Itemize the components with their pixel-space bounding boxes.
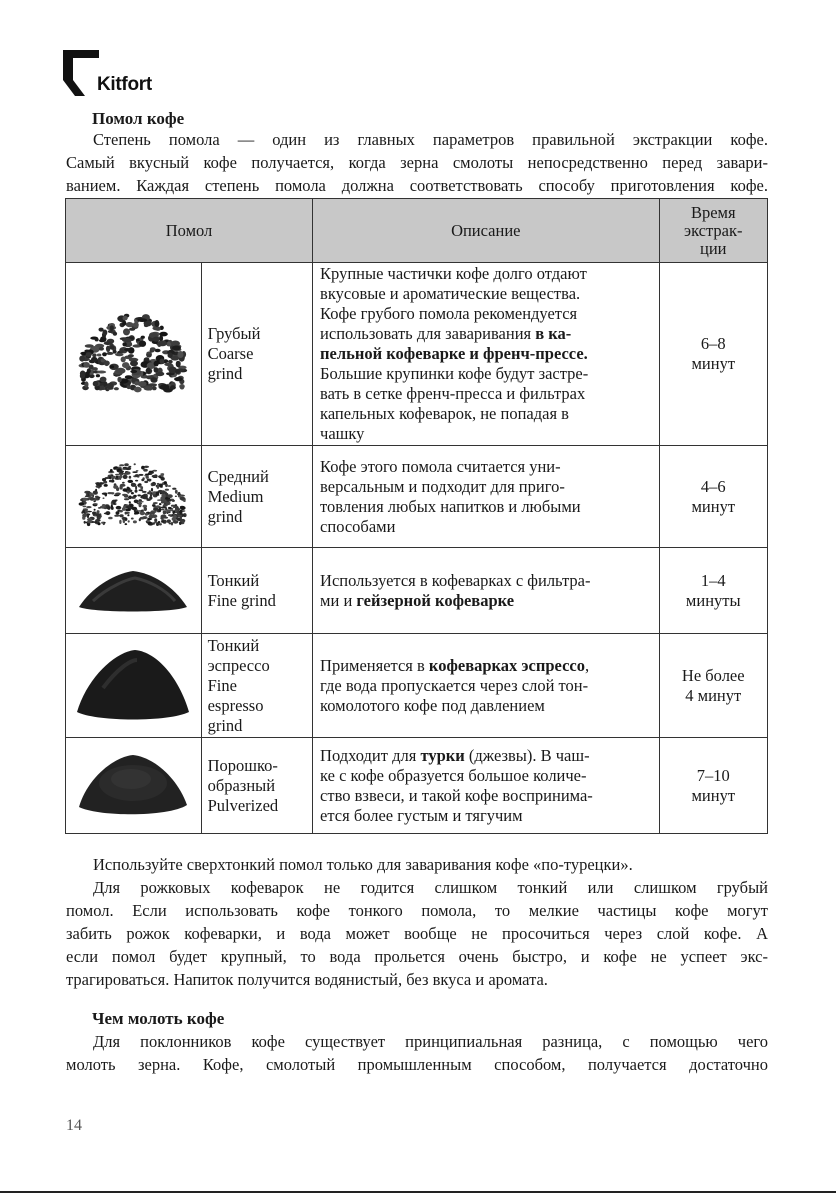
grind-name-cell <box>201 446 312 548</box>
extraction-time-cell <box>659 446 767 548</box>
text-line: молоть зерна. Кофе, смолотый промышленным способом, получается достаточно <box>66 1055 768 1074</box>
text-line: Используйте сверхтонкий помол только для заваривания кофе «по-турецки». <box>93 855 633 874</box>
medium-coffee-grounds-image <box>73 454 193 534</box>
grind-name-cell <box>201 738 312 834</box>
desc-text: (джезвы). В чаш- <box>464 745 590 765</box>
time-value: Не более <box>681 665 745 685</box>
desc-emphasis: в ка- <box>535 324 572 343</box>
grind-name-cell <box>201 548 312 634</box>
desc-line: ство взвеси, и такой кофе воспринима- <box>320 785 593 805</box>
brand-name: Kitfort <box>97 74 152 95</box>
grind-image-cell <box>66 446 202 548</box>
grind-description-cell <box>313 548 659 634</box>
text-line: Для рожковых кофеварок не годится слишком тонкий или слишком грубый <box>93 878 768 897</box>
text-line: Самый вкусный кофе получается, когда зерна смолоты непосредственно перед завари- <box>66 153 768 172</box>
grind-description-cell <box>313 263 659 446</box>
grind-name-line: grind <box>207 715 243 735</box>
time-value: 6–8 <box>700 334 726 353</box>
grind-name-line: Тонкий <box>207 635 260 655</box>
desc-line <box>320 746 651 766</box>
pulverized-coffee-grounds-image <box>73 743 193 823</box>
desc-emphasis: гейзерной кофеварке <box>356 590 515 610</box>
extraction-time-cell <box>659 548 767 634</box>
table-row <box>66 446 768 548</box>
desc-line: способами <box>320 516 396 536</box>
desc-line: вать в сетке френч-пресса и фильтрах <box>320 384 586 403</box>
table-row <box>66 738 768 834</box>
text-line: трагироваться. Напиток получится водянистый, без вкуса и аромата. <box>66 970 548 989</box>
header-line: Время <box>690 202 736 222</box>
grind-description-cell <box>313 738 659 834</box>
desc-line <box>320 656 651 676</box>
desc-line: ке с кофе образуется большое количе- <box>320 765 587 785</box>
grind-name-line: Pulverized <box>207 795 279 815</box>
grind-name-cell <box>201 263 312 446</box>
grind-name-line: Coarse <box>207 344 254 363</box>
text-line: помол. Если использовать кофе тонкого помола, то мелкие частицы кофе могут <box>66 901 768 920</box>
grind-description-cell <box>313 634 659 738</box>
kitfort-logo-icon <box>63 50 99 98</box>
table-row <box>66 634 768 738</box>
time-unit: минут <box>691 785 736 805</box>
desc-line: Кофе грубого помола рекомендуется <box>320 304 578 323</box>
grind-image-cell <box>66 738 202 834</box>
grinders-paragraph <box>66 1030 768 1076</box>
extraction-time-cell <box>659 634 767 738</box>
col-header-grind: Помол <box>66 199 313 263</box>
time-value: 1–4 <box>700 570 726 590</box>
text-line: забить рожок кофеварки, и вода может вообще не просочиться через слой кофе. А <box>66 924 768 943</box>
section-heading-grinders: Чем молоть кофе <box>92 1009 225 1028</box>
desc-line <box>320 591 651 611</box>
section-heading-grind: Помол кофе <box>92 109 185 128</box>
espresso-coffee-grounds-image <box>73 638 193 728</box>
table-row <box>66 548 768 634</box>
desc-line: ется более густым и тягучим <box>320 805 523 825</box>
desc-line: капельных кофеварок, не попадая в <box>320 404 569 423</box>
time-unit: минут <box>691 354 736 373</box>
grind-name-line: Средний <box>207 466 269 486</box>
grind-name-line: Тонкий <box>207 570 260 590</box>
grind-image-cell <box>66 548 202 634</box>
coarse-coffee-grounds-image <box>73 302 193 402</box>
desc-emphasis: турки <box>420 745 465 765</box>
grind-name-line: Грубый <box>207 324 261 343</box>
desc-line: товления любых напитков и любыми <box>320 496 581 516</box>
header-line: ции <box>700 238 727 258</box>
desc-line: версальным и подходит для приго- <box>320 476 565 496</box>
time-unit: минут <box>691 496 736 516</box>
grind-name-line: Порошко- <box>207 755 278 775</box>
time-value: 7–10 <box>696 765 730 785</box>
text-line: Для поклонников кофе существует принципиальная разница, с помощью чего <box>93 1032 768 1051</box>
col-header-description: Описание <box>313 199 659 263</box>
grind-table <box>65 198 768 834</box>
grind-name-line: образный <box>207 775 276 795</box>
desc-text: Подходит для <box>320 745 421 765</box>
header-line: экстрак- <box>684 220 743 240</box>
desc-line: Крупные частички кофе долго отдают <box>320 264 587 283</box>
desc-line: Большие крупинки кофе будут застре- <box>320 364 589 383</box>
time-value: 4–6 <box>700 476 726 496</box>
time-unit: минуты <box>685 590 741 610</box>
extraction-time-cell <box>659 738 767 834</box>
grind-image-cell <box>66 634 202 738</box>
desc-line <box>320 324 651 344</box>
text-line: если помол будет крупный, то вода прольется очень быстро, и кофе не успеет экс- <box>66 947 768 966</box>
intro-paragraph <box>66 128 768 197</box>
grind-name-line: grind <box>207 364 243 383</box>
desc-text: ми и <box>320 590 357 610</box>
desc-line: чашку <box>320 424 365 443</box>
grind-name-line: Medium <box>207 486 264 506</box>
after-table-paragraphs <box>66 853 768 991</box>
col-header-time <box>659 199 767 263</box>
text-line: Степень помола — один из главных параметров правильной экстракции кофе. <box>93 130 768 149</box>
desc-line: комолотого кофе под давлением <box>320 695 545 715</box>
desc-text: Применяется в <box>320 655 429 675</box>
desc-line <box>320 344 651 364</box>
desc-text: использовать для заваривания <box>320 324 536 343</box>
grind-name-line: эспрессо <box>207 655 270 675</box>
table-row <box>66 263 768 446</box>
desc-line: где вода пропускается через слой тон- <box>320 675 589 695</box>
desc-text: , <box>584 655 590 675</box>
page-number: 14 <box>66 1117 82 1134</box>
grind-name-line: Fine <box>207 675 237 695</box>
desc-line: вкусовые и ароматические вещества. <box>320 284 581 303</box>
grind-name-line: espresso <box>207 695 264 715</box>
text-line: ванием. Каждая степень помола должна соответствовать способу приготовления кофе. <box>66 176 768 195</box>
time-unit: 4 минут <box>685 685 742 705</box>
grind-name-line: Fine grind <box>207 590 276 610</box>
desc-emphasis: кофеварках эспрессо <box>428 655 585 675</box>
desc-line: Используется в кофеварках с фильтра- <box>320 570 591 590</box>
grind-name-cell <box>201 634 312 738</box>
extraction-time-cell <box>659 263 767 446</box>
desc-emphasis: пельной кофеварке и френч-прессе. <box>320 344 588 363</box>
grind-image-cell <box>66 263 202 446</box>
grind-name-line: grind <box>207 506 243 526</box>
fine-coffee-grounds-image <box>73 555 193 621</box>
desc-line: Кофе этого помола считается уни- <box>320 456 561 476</box>
grind-description-cell <box>313 446 659 548</box>
